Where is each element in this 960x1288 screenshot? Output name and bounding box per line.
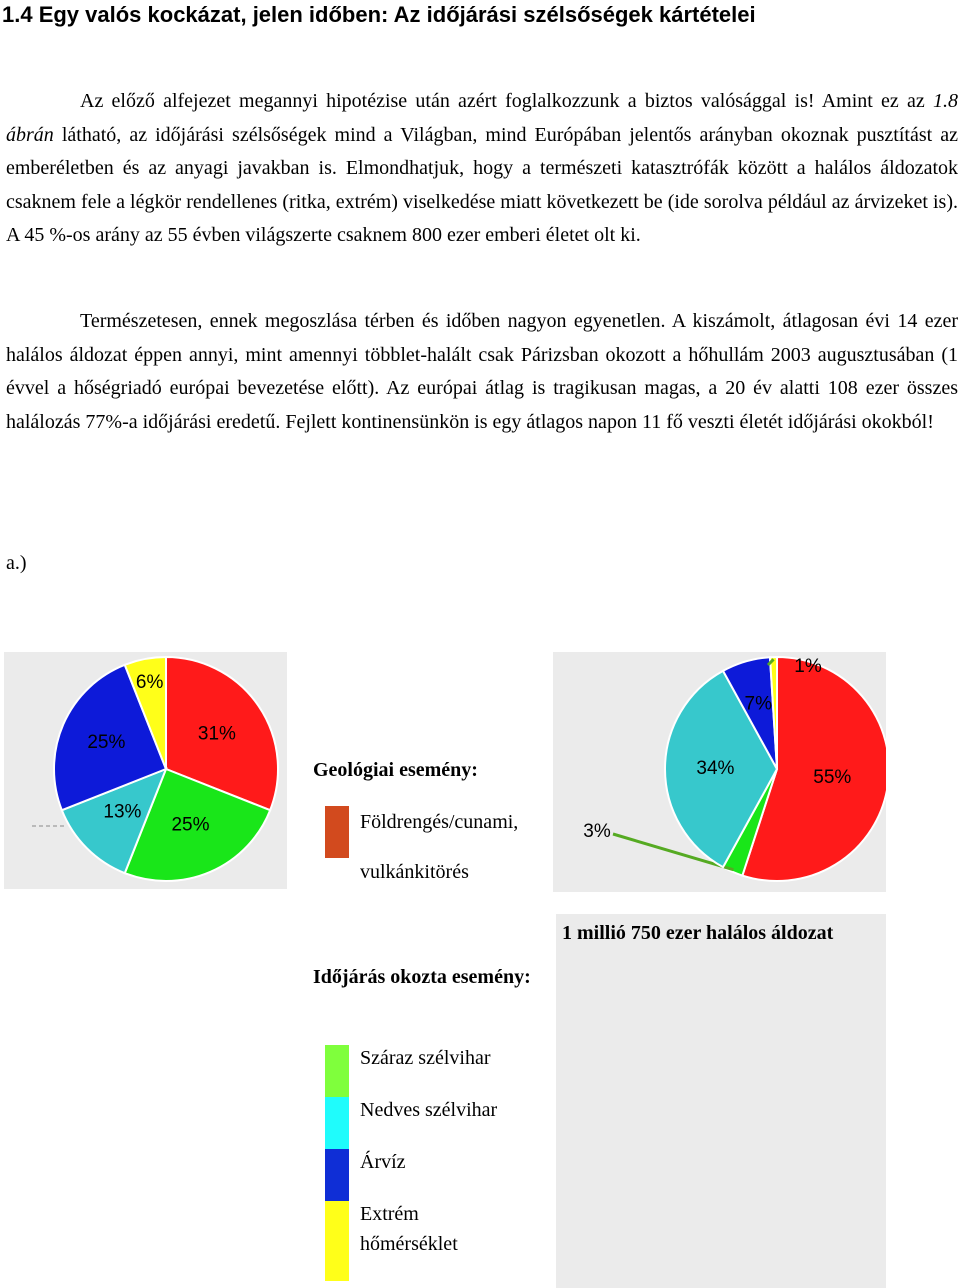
legend-label-dry-storm: Száraz szélvihar bbox=[360, 1047, 491, 1069]
pie-slice-label: 55% bbox=[813, 766, 852, 788]
legend-geological-title: Geológiai esemény: bbox=[313, 759, 478, 781]
pie-slice-label: 6% bbox=[135, 672, 164, 694]
figure-sublabel: a.) bbox=[6, 552, 27, 574]
pie-slice-label: 34% bbox=[696, 758, 735, 780]
pie-slice-label: 25% bbox=[171, 814, 210, 836]
pie-slice-label: 3% bbox=[583, 821, 611, 843]
pie-chart-europe-svg bbox=[553, 652, 886, 892]
section-heading: 1.4 Egy valós kockázat, jelen időben: Az időjárási szélsőségek kártételei bbox=[2, 2, 756, 27]
pie-slice-label: 1% bbox=[794, 656, 822, 678]
legend-label-geological-1: Földrengés/cunami, bbox=[360, 811, 519, 833]
pie-chart-world-svg bbox=[4, 652, 287, 889]
legend-label-geological-2: vulkánkitörés bbox=[360, 861, 469, 883]
pie-chart-world bbox=[4, 652, 287, 889]
paragraph-1-start: Az előző alfejezet megannyi hipotézise után azért foglalkozzunk a biztos valósággal is! Amint ez az bbox=[80, 90, 933, 112]
figure-reference: 1.8 ábrán bbox=[6, 90, 958, 146]
legend-label-extreme-temperature: Extrém hőmérséklet bbox=[360, 1203, 458, 1255]
legend-label-flood: Árvíz bbox=[360, 1151, 406, 1173]
pie-slice-label: 25% bbox=[87, 732, 126, 754]
legend-swatch-extreme-temperature bbox=[325, 1201, 349, 1281]
pie-slice-label: 13% bbox=[103, 801, 142, 823]
total-deaths-label: 1 millió 750 ezer halálos áldozat bbox=[562, 922, 834, 944]
legend-swatch-flood bbox=[325, 1149, 349, 1201]
legend-swatch-wet-storm bbox=[325, 1097, 349, 1149]
pie-chart-europe bbox=[553, 652, 886, 892]
legend-label-wet-storm: Nedves szélvihar bbox=[360, 1099, 498, 1121]
legend-weather-title: Időjárás okozta esemény: bbox=[313, 966, 531, 988]
legend-swatch-dry-storm bbox=[325, 1045, 349, 1097]
paragraph-1 bbox=[6, 85, 958, 253]
pie-slice-label: 31% bbox=[197, 723, 236, 745]
legend-swatch-geological bbox=[325, 806, 349, 858]
paragraph-1-rest: látható, az időjárási szélsőségek mind a Világban, mind Európában jelentős arányban okoznak pusztítást az emberéletben és az anyagi javakban is. Elmondhatjuk, hogy a természeti katasztrófák között a halálos áldozatok csaknem fele a légkör rendellenes (ritka, extrém) viselkedése miatt következett be (ide sorolva például az árvizeket is). A 45 %-os arány az 55 évben világszerte csaknem 800 ezer emberi életet olt ki. bbox=[6, 123, 958, 246]
paragraph-2: Természetesen, ennek megoszlása térben és időben nagyon egyenetlen. A kiszámolt, átlagosan évi 14 ezer halálos áldozat éppen annyi, mint amennyi többlet-halált csak Párizsban okozott a hőhullám 2003 augusztusában (1 évvel a hőségriadó európai bevezetése előtt). Az európai átlag is tragikusan magas, a 20 év alatti 108 ezer összes halálozás 77%-a időjárási eredetű. Fejlett kontinensünkön is egy átlagos napon 11 fő veszti életét időjárási okokból! bbox=[6, 310, 958, 433]
pie-slice-label: 7% bbox=[744, 693, 772, 715]
chart-caption-panel bbox=[556, 914, 886, 1288]
